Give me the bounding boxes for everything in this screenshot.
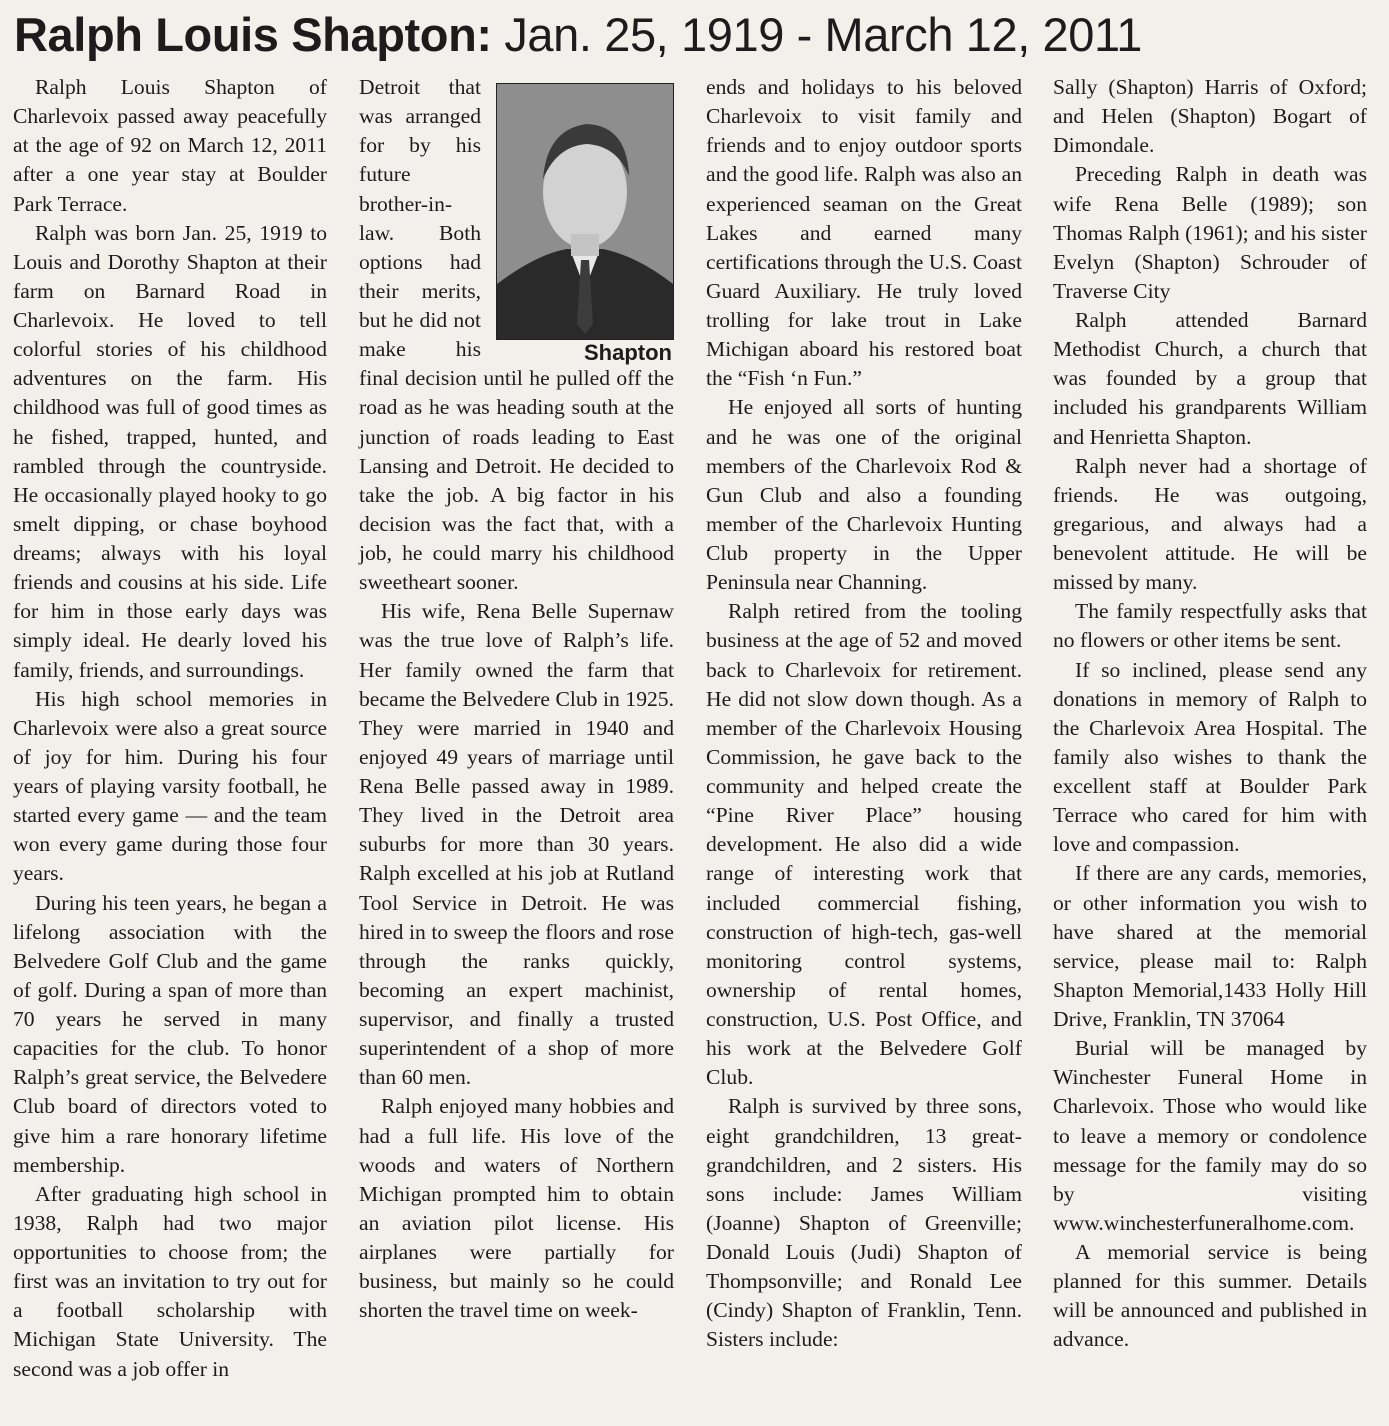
- obituary-headline: [14, 2, 1384, 68]
- paragraph: After graduating high school in 1938, Ralph had two major opportunities to choose from; the first was an invitation to try out for a football scholarship with Michigan State University. The second was a job offer in: [13, 1181, 327, 1381]
- paragraph: Ralph enjoyed many hobbies and had a full life. His love of the woods and waters of Northern Michigan prompted him to obtain an aviation pilot license. His airplanes were partially for business, but mainly so he could shorten the travel time on week-: [359, 1094, 674, 1323]
- headline-dates: Jan. 25, 1919 - March 12, 2011: [504, 8, 1143, 61]
- article-column-3: [706, 73, 1022, 1355]
- article-column-2: [359, 73, 674, 1325]
- paragraph: A memorial service is being planned for this summer. Details will be announced and published in advance.: [1053, 1240, 1367, 1352]
- paragraph: Detroit that was arranged for by his future brother-in-law. Both options had their merits, but he did not make his final decision until he pulled off the road as he was heading south at the junction of roads leading to East Lansing and Detroit. He decided to take the job. A big factor in his decision was the fact that, with a job, he could marry his childhood sweetheart sooner.: [359, 75, 674, 595]
- headline-name: Ralph Louis Shapton:: [14, 8, 492, 61]
- paragraph: ends and holidays to his beloved Charlevoix to visit family and friends and to enjoy outdoor sports and the good life. Ralph was also an experienced seaman on the Great Lakes and earned many certifications through the U.S. Coast Guard Auxiliary. He truly loved trolling for lake trout in Lake Michigan aboard his restored boat the “Fish ‘n Fun.”: [706, 75, 1022, 391]
- paragraph: Ralph was born Jan. 25, 1919 to Louis and Dorothy Shapton at their farm on Barnard Road in Charlevoix. He loved to tell colorful stories of his childhood adventures on the farm. His childhood was full of good times as he fished, trapped, hunted, and rambled through the countryside. He occasionally played hooky to go smelt dipping, or chase boyhood dreams; always with his loyal friends and cousins at his side. Life for him in those early days was simply ideal. He dearly loved his family, friends, and surroundings.: [13, 220, 327, 682]
- paragraph: His wife, Rena Belle Supernaw was the true love of Ralph’s life. Her family owned the farm that became the Belvedere Club in 1925. They were married in 1940 and enjoyed 49 years of marriage until Rena Belle passed away in 1989. They lived in the Detroit area suburbs for more than 30 years. Ralph excelled at his job at Rutland Tool Service in Detroit. He was hired in to sweep the floors and rose through the ranks quickly, becoming an expert machinist, supervisor, and finally a trusted superintendent of a shop of more than 60 men.: [359, 599, 674, 1090]
- paragraph: Ralph never had a shortage of friends. He was outgoing, gregarious, and always had a benevolent attitude. He will be missed by many.: [1053, 453, 1367, 595]
- portrait-block: [491, 73, 674, 364]
- paragraph: Ralph attended Barnard Methodist Church, a church that was founded by a group that included his grandparents William and Henrietta Shapton.: [1053, 308, 1367, 449]
- paragraph: If there are any cards, memories, or other information you wish to have shared at the memorial service, please mail to: Ralph Shapton Memorial,1433 Holly Hill Drive, Franklin, TN 37064: [1053, 861, 1367, 1031]
- paragraph: His high school memories in Charlevoix were also a great source of joy for him. During his four years of playing varsity football, he started every game — and the team won every game during those four years.: [13, 686, 327, 886]
- paragraph: Ralph retired from the tooling business at the age of 52 and moved back to Charlevoix for retirement. He did not slow down though. As a member of the Charlevoix Housing Commission, he gave back to the community and helped create the “Pine River Place” housing development. He also did a wide range of interesting work that included commercial fishing, construction of high-tech, gas-well monitoring control systems, ownership of rental homes, construction, U.S. Post Office, and his work at the Belvedere Golf Club.: [706, 599, 1022, 1090]
- paragraph: The family respectfully asks that no flowers or other items be sent.: [1053, 599, 1367, 653]
- article-column-4: [1053, 73, 1367, 1355]
- paragraph: Burial will be managed by Winchester Funeral Home in Charlevoix. Those who would like to leave a memory or condolence message for the family may do so by visiting www.winchesterfuneralhome.com.: [1053, 1036, 1367, 1235]
- paragraph: Ralph Louis Shapton of Charlevoix passed away peacefully at the age of 92 on March 12, 2011 after a one year stay at Boulder Park Terrace.: [13, 75, 327, 216]
- paragraph: During his teen years, he began a lifelong association with the Belvedere Golf Club and the game of golf. During a span of more than 70 years he served in many capacities for the club. To honor Ralph’s great service, the Belvedere Club board of directors voted to give him a rare honorary lifetime membership.: [13, 890, 327, 1177]
- paragraph: Sally (Shapton) Harris of Oxford; and Helen (Shapton) Bogart of Dimondale.: [1053, 75, 1367, 158]
- paragraph: Ralph is survived by three sons, eight grandchildren, 13 great-grandchildren, and 2 sisters. His sons include: James William (Joanne) Shapton of Greenville; Donald Louis (Judi) Shapton of Thompsonville; and Ronald Lee (Cindy) Shapton of Franklin, Tenn. Sisters include:: [706, 1094, 1022, 1352]
- photo-caption: Shapton: [584, 340, 672, 365]
- portrait-photo: [496, 83, 674, 340]
- portrait-silhouette: [497, 84, 673, 339]
- paragraph: Preceding Ralph in death was wife Rena Belle (1989); son Thomas Ralph (1961); and his sister Evelyn (Shapton) Schrouder of Traverse City: [1053, 162, 1367, 303]
- paragraph: If so inclined, please send any donations in memory of Ralph to the Charlevoix Area Hospital. The family also wishes to thank the excellent staff at Boulder Park Terrace who cared for him with love and compassion.: [1053, 657, 1367, 857]
- paragraph: He enjoyed all sorts of hunting and he was one of the original members of the Charlevoix Rod & Gun Club and also a founding member of the Charlevoix Hunting Club property in the Upper Peninsula near Channing.: [706, 395, 1022, 595]
- article-column-1: [13, 73, 327, 1384]
